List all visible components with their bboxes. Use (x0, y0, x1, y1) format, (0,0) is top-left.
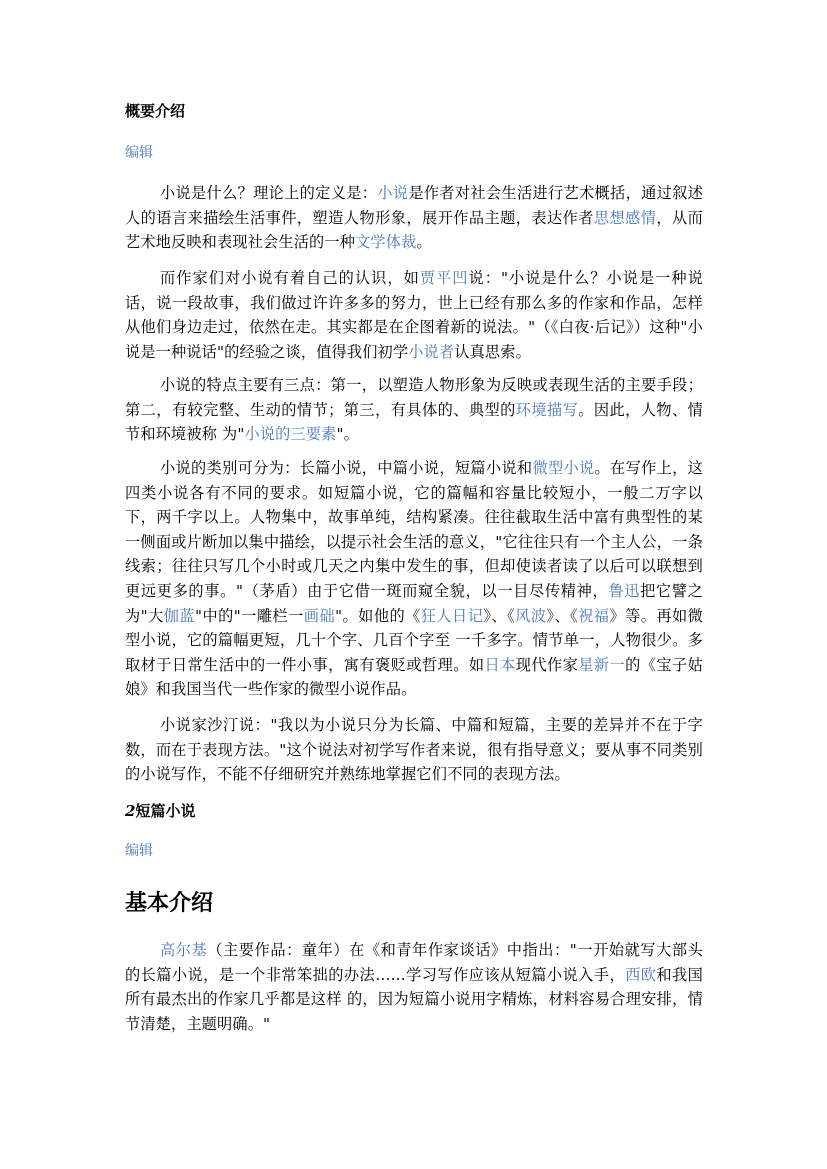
text-run: 而作家们对小说有着自己的认识，如 (160, 269, 420, 287)
edit-link-overview[interactable]: 编辑 (125, 145, 153, 161)
inline-link[interactable]: 环境描写 (515, 400, 579, 419)
paragraph-writers-view (125, 266, 703, 364)
text-run: 》等。再如微型小说，它的篇幅更短，几十个字、几百个字至 一千多字。情节单一，人物很少。多取材于日常生活中的一件小事，寓有褒贬或哲理。如 (125, 606, 704, 674)
section-title-overview: 概要介绍 (125, 102, 186, 120)
text-run: "。如他的《 (335, 606, 421, 625)
text-run: 把它譬之为"大 (125, 581, 703, 625)
paragraph-sha-ting (125, 713, 703, 787)
paragraph-definition (125, 181, 703, 255)
inline-link[interactable]: 祝福 (578, 606, 610, 625)
inline-link[interactable]: 微型小说 (532, 459, 595, 477)
text-run: ，从而艺术地反映和表现社会生活的一种 (125, 208, 704, 252)
inline-link[interactable]: 西欧 (625, 965, 657, 984)
text-run: 小说家沙汀说："我以为小说只分为长篇、中篇和短篇，主要的差异并不在于字数，而在于表现方法。"这个说法对初学写作者来说，很有指导意义；要从事不同类别的小说写作，不能不仔细研究并熟练地掌握它们不同的表现方法。 (125, 716, 703, 784)
text-run: 小说是什么？理论上的定义是： (160, 184, 378, 202)
text-run: 。因此，人物、情节和环境被称 为" (125, 400, 704, 444)
text-run: 小说的类别可分为：长篇小说，中篇小说，短篇小说和 (160, 459, 533, 477)
text-run: 》、《 (483, 606, 516, 625)
edit-link-short-story[interactable]: 编辑 (125, 843, 153, 859)
text-run: （主要作品：童年）在《和青年作家谈话》中指出："一开始就写大部头的长篇小说，是一个非常笨拙的办法……学习写作应该从短篇小说入手， (125, 941, 703, 984)
text-run: 是作者对社会生活进行艺术概括，通过叙述人的语言来描绘生活事件，塑造人物形象，展开作品主题，表达作者 (125, 184, 703, 227)
inline-link[interactable]: 星新一 (578, 655, 626, 674)
inline-link[interactable]: 风波 (515, 606, 547, 625)
section-number: 2 (125, 802, 136, 820)
inline-link[interactable]: 画础 (303, 606, 336, 625)
inline-link[interactable]: 鲁迅 (608, 581, 641, 600)
text-run: 》、《 (546, 606, 579, 625)
text-run: 和我国所有最杰出的作家几乎都是这样 的，因为短篇小说用字精炼，材料容易合理安排，情节清楚，主题明确。" (125, 965, 703, 1033)
paragraph-gorky (125, 938, 703, 1036)
section-title-short-story (125, 801, 703, 821)
inline-link[interactable]: 狂人日记 (420, 606, 484, 625)
inline-link[interactable]: 贾平凹 (419, 269, 469, 287)
inline-link[interactable]: 小说的三要素 (244, 425, 337, 444)
text-run: "。 (336, 425, 359, 444)
section-title-text: 短篇小说 (135, 802, 196, 820)
paragraph-categories (125, 456, 703, 702)
text-run: "中的"一雕栏一 (195, 606, 304, 625)
inline-link[interactable]: 日本 (484, 655, 516, 674)
inline-link[interactable]: 小说 (377, 184, 409, 202)
inline-link[interactable]: 高尔基 (160, 941, 208, 959)
text-run: 小说的特点主要有三点：第一，以塑造人物形象为反映或表现生活的主要手段；第二，有较完整、生动的情节；第三，有具体的、典型的 (125, 376, 703, 419)
section-title-basic: 基本介绍 (125, 890, 214, 916)
inline-link[interactable]: 思想感情 (593, 208, 657, 227)
inline-link[interactable]: 文学体裁 (355, 233, 417, 252)
inline-link[interactable]: 小说者 (408, 342, 455, 361)
text-run: 。在写作上，这四类小说各有不同的要求。如短篇小说，它的篇幅和容量比较短小，一般二万字以下，两千字以上。人物集中，故事单纯，结构紧凑。往往截取生活中富有典型性的某一侧面或片断加以集中描绘，以提示社会生活的意义，"它往往只有一个主人公，一条线索；往往只写几个小时或几天之内集中发生的事，但却使读者读了以后可以联想到更远更多的事。"（茅盾）由于它借一斑而窥全貌，以一目尽传精神， (125, 459, 703, 600)
text-run: 的《宝子姑娘》和我国当代一些作家的微型小说作品。 (125, 655, 703, 699)
paragraph-features (125, 373, 703, 447)
text-run: 说："小说是什么？小说是一种说话，说一段故事，我们做过许许多多的努力，世上已经有那么多的作家和作品，怎样从他们身边走过，依然在走。其实都是在企图着新的说法。"（《白夜·后记》）这种"小说是一种说话"的经验之谈，值得我们初学 (125, 269, 703, 361)
inline-link[interactable]: 伽蓝 (163, 606, 196, 625)
text-run: 现代作家 (515, 655, 579, 674)
text-run: 认真思索。 (454, 342, 531, 361)
text-run: 。 (416, 233, 432, 252)
